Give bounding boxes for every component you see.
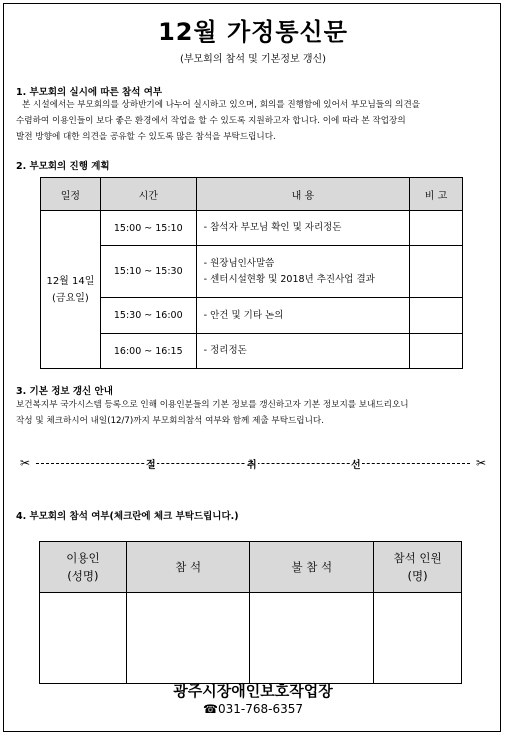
cut-line	[20, 455, 486, 471]
content-item: - 원장님인사말씀	[203, 257, 275, 269]
cut-line-label: 선	[350, 456, 362, 471]
attendance-table	[39, 541, 462, 684]
remarks-cell	[410, 334, 463, 369]
cut-line-label: 취	[246, 456, 258, 471]
header-label: 참석 인원	[393, 551, 442, 565]
section1-line: 수렴하여 이용인들이 보다 좋은 환경에서 작업을 할 수 있도록 지원하고자 합니다. 이에 따라 본 작업장의	[16, 116, 406, 126]
header-date: 일정	[41, 178, 101, 211]
time-cell: 15:10 ~ 15:30	[100, 246, 196, 298]
content-item: - 센터시설현황 및 2018년 추진사업 결과	[203, 273, 375, 285]
section1-line: 본 시설에서는 부모회의를 상하반기에 나누어 실시하고 있으며, 회의를 진행함에 있어서 부모님들의 의견을	[22, 100, 421, 110]
header-label: 불 참 석	[291, 560, 333, 574]
content-item: - 정리정돈	[203, 345, 247, 356]
header-attend	[126, 542, 250, 593]
section1-paragraph	[16, 97, 494, 145]
attendee-count-field[interactable]	[374, 593, 462, 684]
section3-heading: 3. 기본 정보 갱신 안내	[16, 386, 113, 397]
schedule-date: 12월 14일	[46, 275, 95, 287]
user-name-field[interactable]	[40, 593, 127, 684]
content-cell	[196, 246, 409, 298]
scissors-icon: ✂	[475, 456, 486, 470]
section2-heading: 2. 부모회의 진행 계획	[16, 161, 110, 172]
attend-checkbox-cell[interactable]	[126, 593, 250, 684]
page-subtitle: (부모회의 참석 및 기본정보 갱신)	[179, 54, 327, 65]
header-content: 내 용	[196, 178, 409, 211]
table-row	[41, 298, 463, 334]
section3-line: 보건복지부 국가시스템 등록으로 인해 이용인분들의 기본 정보를 갱신하고자 기본 정보지를 보내드리오니	[16, 400, 409, 410]
section4-heading: 4. 부모회의 참석 여부(체크란에 체크 부탁드립니다.)	[16, 511, 239, 522]
header-label: (명)	[407, 569, 428, 583]
schedule-header-row	[41, 178, 463, 211]
attendance-input-row	[40, 593, 462, 684]
content-item: - 참석자 부모님 확인 및 자리정돈	[203, 222, 342, 233]
header-label: 이용인	[66, 551, 100, 565]
schedule-weekday: (금요일)	[52, 292, 89, 304]
content-cell	[196, 298, 409, 334]
absent-checkbox-cell[interactable]	[250, 593, 374, 684]
header-label: 참 석	[175, 560, 202, 574]
cut-line-label: 절	[145, 456, 157, 471]
organization-name: 광주시장애인보호작업장	[173, 682, 333, 700]
header-remarks: 비 고	[410, 178, 463, 211]
header-time: 시간	[100, 178, 196, 211]
content-item: - 안건 및 기타 논의	[203, 309, 284, 321]
header-attendee-count	[374, 542, 462, 593]
section1-heading: 1. 부모회의 실시에 따른 참석 여부	[16, 87, 163, 98]
content-cell	[196, 334, 409, 369]
page-title: 12월 가정통신문	[158, 18, 348, 46]
time-cell: 15:00 ~ 15:10	[100, 211, 196, 246]
remarks-cell	[410, 246, 463, 298]
attendance-header-row	[40, 542, 462, 593]
remarks-cell	[410, 211, 463, 246]
section3-paragraph	[16, 397, 494, 429]
header-label: (성명)	[67, 569, 99, 583]
header-absent	[250, 542, 374, 593]
section1-line: 발전 방향에 대한 의견을 공유할 수 있도록 많은 참석을 부탁드립니다.	[16, 132, 276, 142]
table-row	[41, 334, 463, 369]
schedule-table	[40, 177, 463, 369]
scissors-icon: ✂	[20, 456, 31, 470]
table-row	[41, 211, 463, 246]
time-cell: 16:00 ~ 16:15	[100, 334, 196, 369]
schedule-date-cell	[41, 211, 101, 369]
time-cell: 15:30 ~ 16:00	[100, 298, 196, 334]
remarks-cell	[410, 298, 463, 334]
contact-phone	[0, 702, 506, 716]
section3-line: 작성 및 체크하시어 내일(12/7)까지 부모회의참석 여부와 함께 제출 부탁드립니다.	[16, 416, 324, 426]
phone-number: 031-768-6357	[217, 702, 303, 716]
table-row	[41, 246, 463, 298]
content-cell	[196, 211, 409, 246]
telephone-icon: ☎	[203, 702, 218, 716]
header-user-name	[40, 542, 127, 593]
